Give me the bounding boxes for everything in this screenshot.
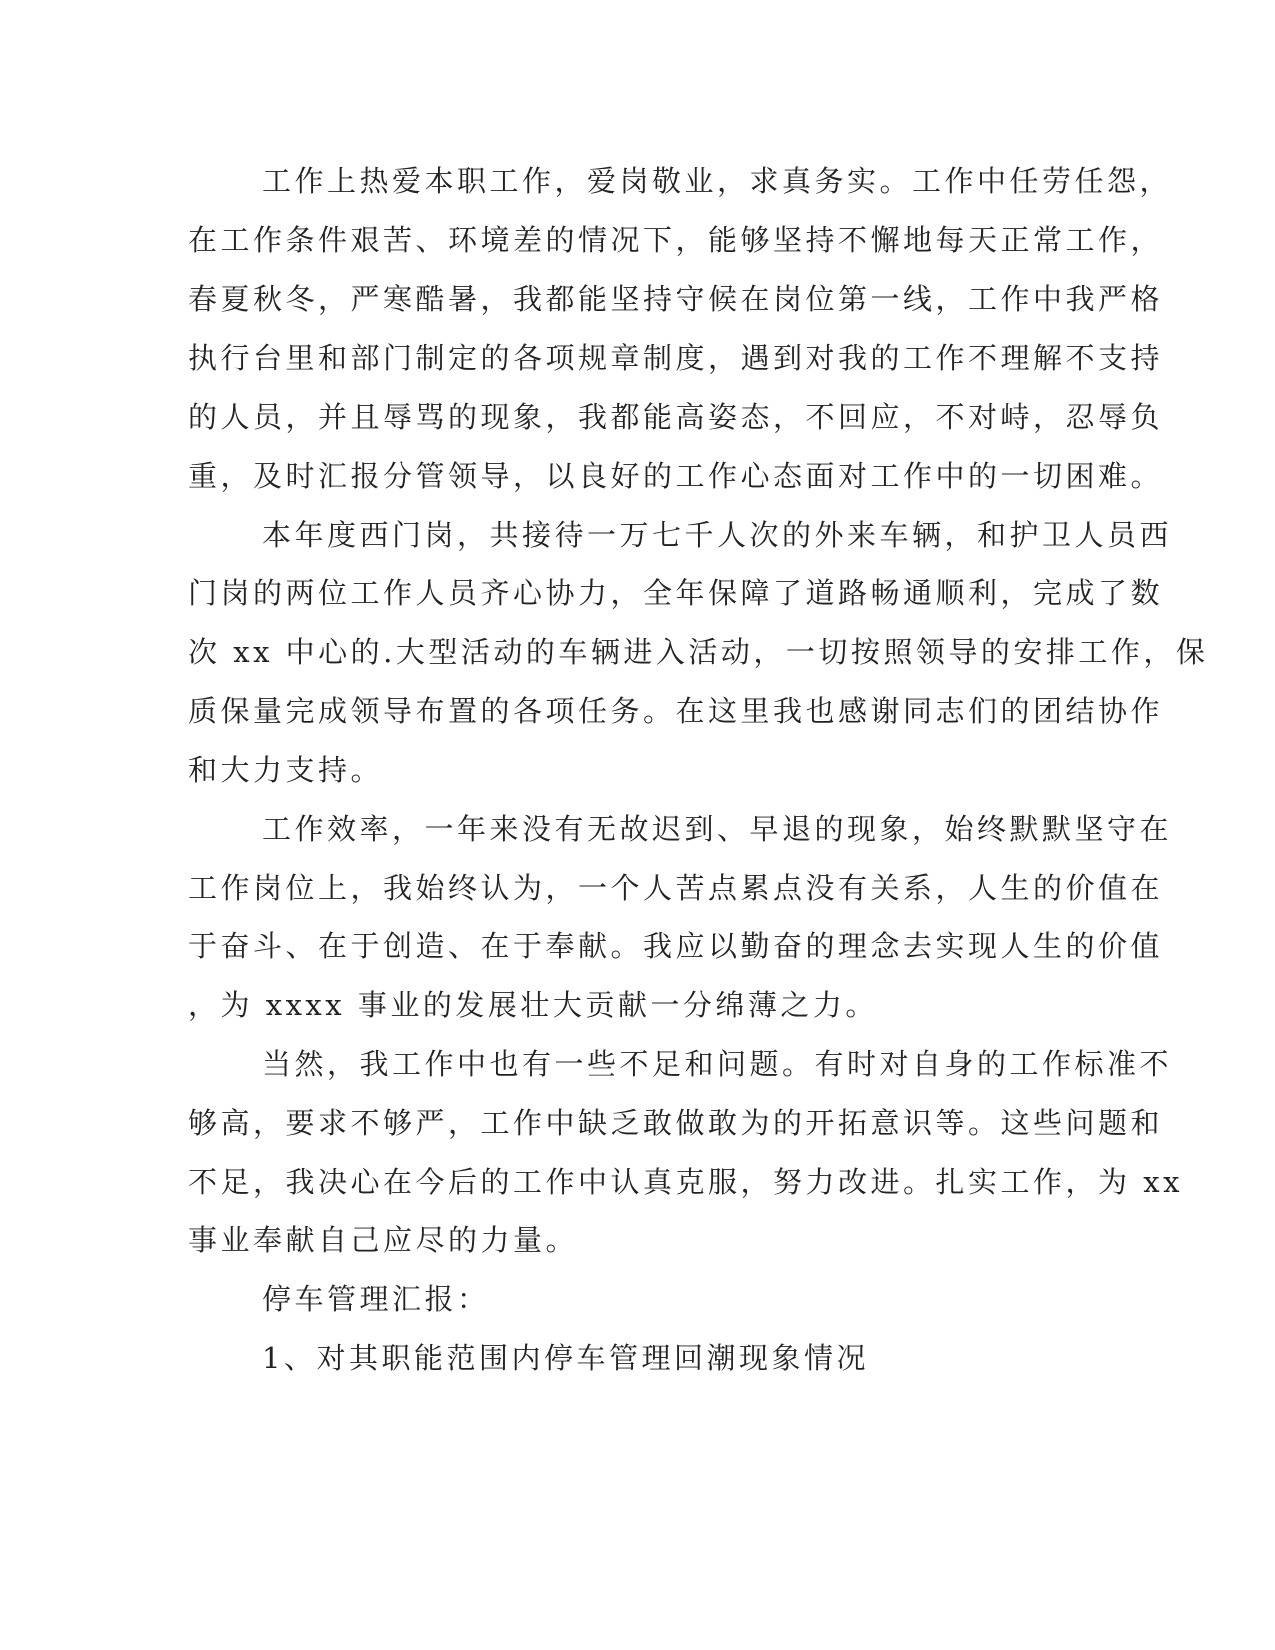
paragraph-line: 重，及时汇报分管领导，以良好的工作心态面对工作中的一切困难。	[188, 459, 1164, 493]
paragraph-line: 质保量完成领导布置的各项任务。在这里我也感谢同志们的团结协作	[188, 694, 1164, 728]
paragraph-line: 工作效率，一年来没有无故迟到、早退的现象，始终默默坚守在	[262, 812, 1173, 846]
section-heading: 停车管理汇报：	[262, 1282, 490, 1316]
paragraph-line: 的人员，并且辱骂的现象，我都能高姿态，不回应，不对峙，忍辱负	[188, 400, 1164, 434]
paragraph-line: 在工作条件艰苦、环境差的情况下，能够坚持不懈地每天正常工作，	[188, 223, 1164, 257]
paragraph-line: ，为 xxxx 事业的发展壮大贡献一分绵薄之力。	[188, 988, 878, 1022]
paragraph-line: 于奋斗、在于创造、在于奉献。我应以勤奋的理念去实现人生的价值	[188, 929, 1164, 963]
paragraph-line: 工作上热爱本职工作，爱岗敬业，求真务实。工作中任劳任怨，	[262, 164, 1173, 198]
paragraph-line: 当然，我工作中也有一些不足和问题。有时对自身的工作标准不	[262, 1047, 1173, 1081]
paragraph-line: 次 xx 中心的.大型活动的车辆进入活动，一切按照领导的安排工作，保	[188, 635, 1209, 669]
paragraph-line: 事业奉献自己应尽的力量。	[188, 1223, 579, 1257]
list-item: 1、对其职能范围内停车管理回潮现象情况	[262, 1341, 869, 1375]
paragraph-line: 门岗的两位工作人员齐心协力，全年保障了道路畅通顺利，完成了数	[188, 576, 1164, 610]
paragraph-line: 春夏秋冬，严寒酷暑，我都能坚持守候在岗位第一线，工作中我严格	[188, 282, 1164, 316]
paragraph-line: 不足，我决心在今后的工作中认真克服，努力改进。扎实工作，为 xx	[188, 1165, 1183, 1199]
paragraph-line: 和大力支持。	[188, 753, 384, 787]
paragraph-line: 工作岗位上，我始终认为，一个人苦点累点没有关系，人生的价值在	[188, 871, 1164, 905]
paragraph-line: 执行台里和部门制定的各项规章制度，遇到对我的工作不理解不支持	[188, 341, 1164, 375]
paragraph-line: 够高，要求不够严，工作中缺乏敢做敢为的开拓意识等。这些问题和	[188, 1106, 1164, 1140]
paragraph-line: 本年度西门岗，共接待一万七千人次的外来车辆，和护卫人员西	[262, 518, 1173, 552]
